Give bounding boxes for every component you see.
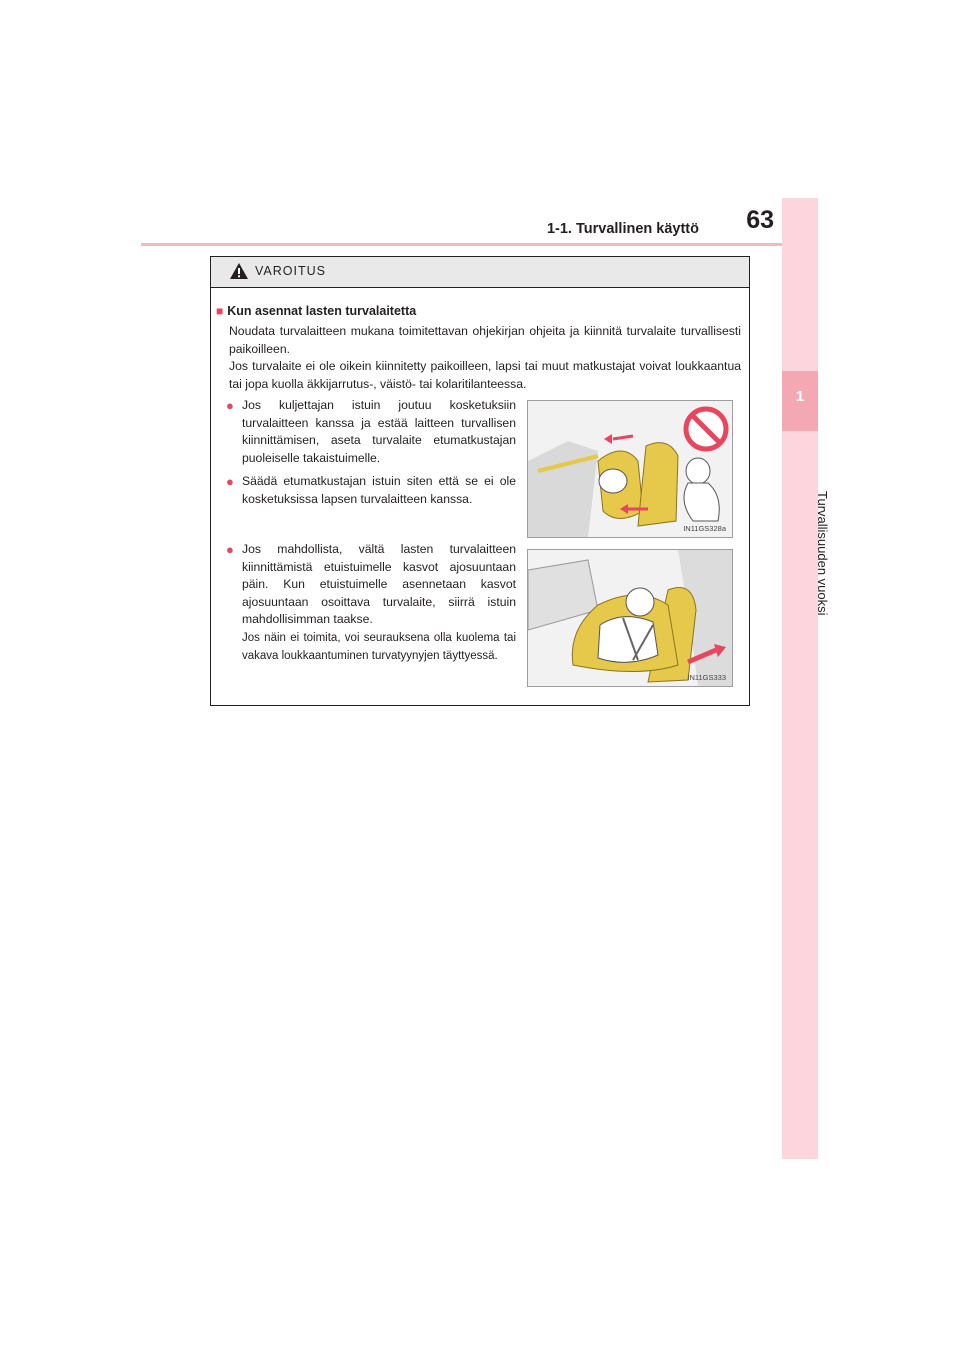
- bullet-dot-icon: ●: [226, 542, 234, 557]
- warning-title: VAROITUS: [255, 264, 326, 278]
- intro-text: [229, 323, 741, 393]
- figure-front-seat-child-seat: [527, 549, 733, 687]
- figure-code: IN11GS328a: [683, 524, 726, 533]
- bullet-dot-icon: ●: [226, 398, 234, 413]
- front-seat-illustration: [528, 550, 732, 686]
- intro-paragraph: Jos turvalaite ei ole oikein kiinnitetty paikoilleen, lapsi tai muut matkustajat voivat loukkaantua tai jopa kuolla äkkijarrutus-, väistö- tai kolaritilanteessa.: [229, 359, 741, 391]
- chapter-number: 1: [795, 388, 805, 405]
- chapter-side-tab: [782, 198, 818, 1159]
- intro-paragraph: Noudata turvalaitteen mukana toimitettavan ohjekirjan ohjeita ja kiinnitä turvalaite turvallisesti paikoilleen.: [229, 324, 741, 356]
- warning-subheading: ■ Kun asennat lasten turvalaitetta: [216, 304, 417, 318]
- warning-triangle-icon: [229, 262, 249, 280]
- warning-header: [211, 257, 749, 288]
- figure-code: IN11GS333: [687, 673, 726, 682]
- list-item: ● Jos kuljettajan istuin joutuu kosketuksiin turvalaitteen kanssa ja estää laitteen turvallisen kiinnittämisen, aseta turvalaite etumatkustajan puoleiselle takaistuimelle.: [226, 398, 516, 465]
- rear-seat-illustration: [528, 401, 732, 537]
- bullet-dot-icon: ●: [226, 474, 234, 489]
- warning-box: [210, 256, 750, 706]
- header-rule: [141, 243, 818, 246]
- chapter-label: Turvallisuuden vuoksi: [815, 490, 830, 616]
- page-number: 63: [746, 206, 774, 234]
- bullet-group-1: [216, 397, 516, 514]
- list-item: ● Säädä etumatkustajan istuin siten että se ei ole kosketuksissa lapsen turvalaitteen kanssa.: [226, 474, 516, 506]
- square-bullet-icon: ■: [216, 304, 224, 318]
- bullet-note: Jos näin ei toimita, voi seurauksena olla kuolema tai vakava loukkaantuminen turvatyynyjen täyttyessä.: [242, 631, 516, 662]
- figure-rear-seat-child-seat: [527, 400, 733, 538]
- section-title: 1-1. Turvallinen käyttö: [546, 221, 699, 237]
- list-item: ● Jos mahdollista, vältä lasten turvalaitteen kiinnittämistä etuistuimelle kasvot ajosuuntaan päin. Kun etuistuimelle asennetaan kasvot ajosuuntaan osoittava turvalaite, siirrä istuin mahdollisimman taakse. Jos näin ei toimita, voi seurauksena olla kuolema tai vakava loukkaantuminen turvatyynyjen täyttyessä.: [226, 542, 516, 662]
- bullet-group-2: [216, 541, 516, 672]
